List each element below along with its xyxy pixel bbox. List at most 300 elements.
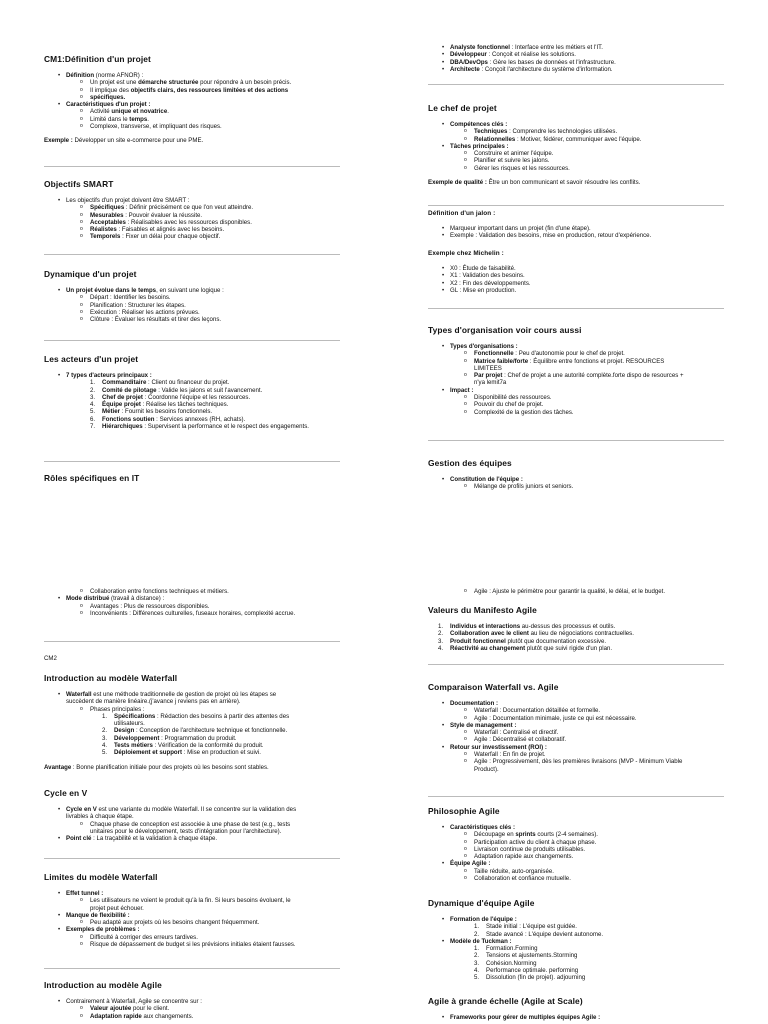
section-title: Le chef de projet <box>428 103 497 113</box>
list-item <box>428 365 724 372</box>
text-span: : Conçoit l'architecture du système d'information. <box>479 65 613 73</box>
text-span: : Réalise les tâches techniques. <box>140 401 229 409</box>
text-span: : Conception de l'architecture technique et fonctionnelle. <box>134 727 288 735</box>
acteur-item <box>44 387 340 394</box>
text-span: : Services annexes (RH, achats). <box>154 415 246 423</box>
acteurs-section <box>44 354 340 430</box>
bold-text: Fonctions soutien <box>102 415 155 423</box>
section-divider <box>44 858 340 859</box>
text-span: Marqueur important dans un projet (fin d'une étape). <box>450 225 591 232</box>
section-title: Rôles spécifiques en IT <box>44 473 140 483</box>
text-span: : Pouvoir évaluer la réussite. <box>123 211 203 219</box>
waterfall-phase <box>44 749 340 756</box>
equipes-section <box>428 458 724 491</box>
numbered-item <box>428 952 724 959</box>
text-span: courts (2-4 semaines). <box>535 831 598 839</box>
bold-text: Collaboration avec le client <box>450 630 529 638</box>
cm2-label: CM2 <box>44 655 57 662</box>
text-span: (travail à distance) : <box>109 595 165 603</box>
section-divider <box>428 308 724 309</box>
text-span: X2 : Fin des développements. <box>450 279 531 287</box>
section-divider <box>44 968 340 969</box>
acteur-item <box>44 416 340 423</box>
bold-text: Documentation : <box>450 700 499 707</box>
text-span: Les utilisateurs ne voient le produit qu'à la fin. Si leurs besoins évoluent, le <box>90 897 291 905</box>
text-span: Être un bon communicant et savoir résoudre les conflits. <box>486 179 641 187</box>
list-item <box>44 302 340 309</box>
bold-text: Analyste fonctionnel <box>450 44 510 51</box>
text-span: : Vérification de la conformité du produit. <box>152 742 264 750</box>
section-title: Agile à grande échelle (Agile at Scale) <box>428 996 583 1006</box>
list-item <box>44 197 340 204</box>
section-title: Comparaison Waterfall vs. Agile <box>428 682 559 692</box>
text-span: Waterfall : Centralisé et directif. <box>474 729 559 737</box>
numbered-item <box>428 931 724 938</box>
bold-text: Relationnelles <box>474 135 516 143</box>
bold-text: Fonctionnelle <box>474 350 514 358</box>
jalon-item <box>428 225 724 232</box>
text-span: utilisateurs. <box>114 720 145 728</box>
bold-text: Point clé <box>66 835 92 843</box>
bold-text: spécifiques. <box>90 93 126 101</box>
list-number: 4. <box>102 742 108 750</box>
cm2-label <box>44 655 340 662</box>
michelin-section <box>428 250 724 294</box>
list-item <box>428 387 724 394</box>
bold-text: Chef de projet <box>102 393 143 401</box>
text-span: Agile : Progressivement, dès les premières livraisons (MVP - Minimum Viable <box>474 758 683 766</box>
section-divider <box>44 166 340 167</box>
text-span: : Mise en production et suivi. <box>182 749 261 757</box>
list-item <box>44 835 340 842</box>
list-number: 2. <box>474 930 480 938</box>
advantage-line <box>44 764 340 771</box>
text-span: Disponibilité des ressources. <box>474 394 552 402</box>
text-span: : Équilibre entre fonctions et projet. RESOURCES <box>528 357 665 365</box>
text-span: Product). <box>474 765 499 773</box>
list-item <box>44 294 340 301</box>
bold-text: Manque de flexibilité : <box>66 911 130 919</box>
list-item <box>428 121 724 128</box>
text-span: Agile : Décentralisé et collaboratif. <box>474 736 567 744</box>
text-span: Planification : Structurer les étapes. <box>90 301 186 309</box>
scale-section <box>428 996 724 1021</box>
text-span: Agile : Ajuste le périmètre pour garantir la qualité, le délai, et le budget. <box>474 588 666 595</box>
bold-text: unique et novatrice <box>111 108 168 116</box>
list-item <box>428 916 724 923</box>
bold-text: Valeur ajoutée <box>90 1005 132 1013</box>
list-item <box>44 116 340 123</box>
role-item <box>428 44 724 51</box>
list-item <box>44 821 340 828</box>
text-span: : Peu d'autonomie pour le chef de projet. <box>513 350 625 358</box>
text-span: : Valide les jalons et suit l'avancement. <box>156 386 263 394</box>
bold-text: Par projet <box>474 372 503 380</box>
text-span: : Faisables et alignés avec les besoins. <box>116 226 225 234</box>
jalon-section <box>428 210 724 240</box>
text-span: plutôt que documentation excessive. <box>505 637 607 645</box>
text-span: . <box>167 108 169 116</box>
dynamique-agile-section <box>428 898 724 982</box>
section-divider <box>428 796 724 797</box>
jalon-item <box>428 232 724 239</box>
bold-text: Équipe projet <box>102 401 141 409</box>
acteur-item <box>44 408 340 415</box>
list-number: 2. <box>102 727 108 735</box>
bold-text: Compétences clés : <box>450 121 508 128</box>
list-item <box>44 897 340 904</box>
bold-text: Effet tunnel : <box>66 890 104 897</box>
bold-text: Exemples de problèmes : <box>66 926 140 934</box>
list-item <box>44 123 340 130</box>
role-item <box>428 51 724 58</box>
text-span: Construire et animer l'équipe. <box>474 150 554 158</box>
list-number: 3. <box>474 959 480 967</box>
list-number: 2. <box>90 386 96 394</box>
bold-text: Adaptation rapide <box>90 1012 142 1020</box>
section-title: Introduction au modèle Agile <box>44 980 162 990</box>
text-span: Collaboration et confiance mutuelle. <box>474 875 571 883</box>
list-item <box>44 941 340 948</box>
bold-text: Réalistes <box>90 226 117 234</box>
cycle-v-section <box>44 788 340 842</box>
section-title: Valeurs du Manifesto Agile <box>428 605 537 615</box>
waterfall-phase <box>44 727 340 734</box>
list-item <box>428 715 724 722</box>
bold-text: Modèle de Tuckman : <box>450 937 512 945</box>
list-item <box>44 219 340 226</box>
section-title: Introduction au modèle Waterfall <box>44 673 178 683</box>
list-item <box>428 350 724 357</box>
text-span: : Conçoit et réalise les solutions. <box>486 51 577 59</box>
text-span: est une méthode traditionnelle de gestion de projet où les étapes se <box>91 691 277 698</box>
section-divider <box>428 84 724 85</box>
list-item <box>428 722 724 729</box>
acteur-item <box>44 379 340 386</box>
list-number: 3. <box>102 734 108 742</box>
section-title: Dynamique d'équipe Agile <box>428 898 535 908</box>
bold-text: temps <box>129 115 148 123</box>
text-span: Exécution : Réaliser les actions prévues. <box>90 308 200 316</box>
bold-text: Spécifications <box>114 712 156 720</box>
list-item <box>44 233 340 240</box>
text-span: au lieu de négociations contractuelles. <box>528 630 634 638</box>
numbered-item <box>428 974 724 981</box>
list-item <box>428 868 724 875</box>
text-span: Stade initial : L'équipe est guidée. <box>486 923 577 931</box>
list-item <box>44 828 340 835</box>
michelin-item <box>428 280 724 287</box>
bold-text: objectifs clairs, des ressources limitées et des actions <box>130 86 289 94</box>
numbered-item <box>428 960 724 967</box>
agile-line <box>428 588 724 595</box>
list-number: 4. <box>438 644 444 652</box>
list-item <box>44 806 340 813</box>
bold-text: démarche structurée <box>138 79 199 87</box>
list-item <box>44 226 340 233</box>
list-number: 5. <box>90 408 96 416</box>
text-span: : Interface entre les métiers et l'IT. <box>509 44 603 51</box>
text-span: pour le client. <box>131 1005 170 1013</box>
waterfall-intro-cont <box>44 698 340 705</box>
section-title: CM1:Définition d'un projet <box>44 54 151 64</box>
list-item <box>44 204 340 211</box>
text-span: au-dessus des processus et outils. <box>520 623 616 630</box>
text-span: Formation.Forming <box>486 945 538 953</box>
section-divider <box>428 205 724 206</box>
text-span: unitaires pour le développement, tests d'intégration pour l'architecture). <box>90 827 282 835</box>
text-span: aux changements. <box>141 1012 194 1020</box>
waterfall-phase <box>44 735 340 742</box>
bold-text: Constitution de l'équipe : <box>450 476 523 483</box>
list-item <box>428 143 724 150</box>
bold-text: Caractéristiques clés : <box>450 824 516 831</box>
list-item <box>428 707 724 714</box>
bold-text: Commanditaire <box>102 379 147 387</box>
list-item <box>44 87 340 94</box>
roles-it-continued <box>44 588 340 617</box>
list-item <box>428 483 724 490</box>
bold-text: 7 types d'acteurs principaux : <box>66 372 152 379</box>
list-item <box>44 813 340 820</box>
text-span: Exemple : Validation des besoins, mise en production, retour d'expérience. <box>450 232 652 240</box>
list-item <box>428 766 724 773</box>
list-number: 2. <box>438 630 444 638</box>
list-item <box>428 150 724 157</box>
bold-text: Acceptables <box>90 218 126 226</box>
list-item <box>428 394 724 401</box>
text-span: Tensions et ajustements.Storming <box>486 952 578 960</box>
section-title: Les acteurs d'un projet <box>44 354 139 364</box>
list-number: 1. <box>102 712 108 720</box>
list-number: 5. <box>102 749 108 757</box>
list-item <box>428 165 724 172</box>
bold-text: Cycle en V <box>66 806 97 813</box>
manifesto-item <box>428 630 724 637</box>
philosophie-section <box>428 806 724 882</box>
list-item <box>428 128 724 135</box>
bold-text: Hiérarchiques <box>102 423 143 431</box>
list-item <box>44 309 340 316</box>
role-item <box>428 59 724 66</box>
text-span: : Gère les bases de données et l'infrastructure. <box>487 58 616 66</box>
list-number: 3. <box>90 393 96 401</box>
text-span: Taille réduite, auto-organisée. <box>474 867 554 875</box>
bold-text: Style de management : <box>450 721 517 729</box>
numbered-item <box>428 967 724 974</box>
section-divider <box>44 340 340 341</box>
list-number: 4. <box>90 401 96 409</box>
text-span: Phases principales : <box>90 705 145 713</box>
text-span: Activité <box>90 108 112 116</box>
list-item <box>428 136 724 143</box>
bold-text: Déploiement et support <box>114 749 183 757</box>
list-item <box>44 926 340 933</box>
text-span: Performance optimale. performing <box>486 967 579 975</box>
manifesto-item <box>428 645 724 652</box>
text-span: GL : Mise en production. <box>450 286 517 294</box>
bold-text: Retour sur investissement (ROI) : <box>450 743 547 751</box>
text-span: Difficulté à corriger des erreurs tardives. <box>90 933 198 941</box>
bold-text: DBA/DevOps <box>450 58 488 66</box>
list-item <box>428 846 724 853</box>
bold-text: Tests métiers <box>114 742 153 750</box>
list-item <box>44 101 340 108</box>
list-item <box>44 212 340 219</box>
text-span: Adaptation rapide aux changements. <box>474 853 574 861</box>
list-item <box>44 890 340 897</box>
text-span: Waterfall : En fin de projet. <box>474 751 546 759</box>
list-item <box>428 372 724 379</box>
list-item <box>428 839 724 846</box>
list-item <box>44 912 340 919</box>
list-item <box>44 1013 340 1020</box>
bold-text: sprints <box>515 831 536 839</box>
organisation-section <box>428 325 724 416</box>
list-item <box>428 729 724 736</box>
text-span: succèdent de manière linéaire.(j'avance j reviens pas en arrière). <box>66 698 241 706</box>
bold-text: Métier <box>102 408 120 416</box>
text-span: : Fixer un délai pour chaque objectif. <box>120 233 221 241</box>
text-span: Avantages : Plus de ressources disponibles. <box>90 602 210 610</box>
section-title: Philosophie Agile <box>428 806 500 816</box>
section-title: Gestion des équipes <box>428 458 512 468</box>
bold-text: Matrice faible/forte <box>474 357 529 365</box>
list-item <box>428 758 724 765</box>
list-item <box>44 905 340 912</box>
list-item <box>44 72 340 79</box>
bold-text: Caractéristiques d'un projet : <box>66 101 151 109</box>
list-item <box>44 919 340 926</box>
michelin-item <box>428 272 724 279</box>
waterfall-section <box>44 673 340 771</box>
list-item <box>428 875 724 882</box>
list-number: 5. <box>474 974 480 982</box>
section-title: Dynamique d'un projet <box>44 269 137 279</box>
text-span: (norme AFNOR) : <box>94 72 144 79</box>
list-item <box>428 358 724 365</box>
list-item <box>428 157 724 164</box>
bold-text: Waterfall <box>66 691 92 698</box>
list-number: 2. <box>474 952 480 960</box>
text-span: : Fournit les besoins fonctionnels. <box>119 408 213 416</box>
section-title: Types d'organisation voir cours aussi <box>428 325 582 335</box>
bold-text: Formation de l'équipe : <box>450 916 517 923</box>
list-item <box>44 79 340 86</box>
list-item <box>428 831 724 838</box>
agile-intro-section <box>44 980 340 1020</box>
list-item <box>44 998 340 1005</box>
text-span: est une variante du modèle Waterfall. Il se concentre sur la validation des <box>96 806 297 813</box>
bold-text: Équipe Agile : <box>450 860 491 868</box>
chef-section <box>428 103 724 186</box>
text-span: Complexe, transverse, et impliquant des risques. <box>90 123 222 131</box>
cm1-section <box>44 54 340 145</box>
text-span: X0 : Étude de faisabilité. <box>450 265 516 272</box>
text-span: Dissolution (fin de projet). adjourning <box>486 974 586 982</box>
role-item <box>428 66 724 73</box>
text-span: Un projet est une <box>90 79 139 87</box>
list-number: 7. <box>90 423 96 431</box>
list-item <box>428 860 724 867</box>
list-number: 1. <box>474 945 480 953</box>
list-item <box>428 476 724 483</box>
michelin-item <box>428 287 724 294</box>
bold-text: Mesurables <box>90 211 124 219</box>
text-span: Mélange de profils juniors et seniors. <box>474 483 574 491</box>
waterfall-phase <box>44 720 340 727</box>
list-number: 1. <box>438 623 444 630</box>
acteur-item <box>44 423 340 430</box>
list-item <box>44 934 340 941</box>
numbered-item <box>428 923 724 930</box>
list-item <box>428 824 724 831</box>
text-span: . <box>147 115 149 123</box>
bold-text: Mode distribué <box>66 595 110 603</box>
list-number: 6. <box>90 415 96 423</box>
list-item <box>428 938 724 945</box>
text-span: X1 : Validation des besoins. <box>450 272 525 280</box>
list-item <box>428 379 724 386</box>
list-number: 3. <box>438 637 444 645</box>
bold-text: Réactivité au changement <box>450 644 526 652</box>
text-span: Les objectifs d'un projet doivent être SMART : <box>66 197 190 204</box>
list-item <box>44 603 340 610</box>
text-span: Risque de dépassement de budget si les prévisions initiales étaient fausses. <box>90 941 296 949</box>
text-span: : Coordonne l'équipe et les ressources. <box>142 393 251 401</box>
text-span: : Motiver, fédérer, communiquer avec l'équipe. <box>515 135 642 143</box>
list-item <box>44 588 340 595</box>
list-item <box>428 736 724 743</box>
text-span: : Définir précisément ce que l'on veut atteindre. <box>124 204 254 212</box>
text-span: : Rédaction des besoins à partir des attentes des <box>155 712 290 720</box>
bold-text: Développeur <box>450 51 487 59</box>
smart-section <box>44 179 340 241</box>
waterfall-phase <box>44 713 340 720</box>
list-number: 4. <box>474 967 480 975</box>
michelin-item <box>428 265 724 272</box>
section-title: Cycle en V <box>44 788 88 798</box>
bold-text: Développement <box>114 734 160 742</box>
text-span: : Chef de projet a une autorité complète.forte dispo de resources + <box>502 372 684 380</box>
bold-text: Architecte <box>450 65 480 73</box>
list-item <box>44 316 340 323</box>
scale-item <box>428 1014 724 1021</box>
section-title: Exemple chez Michelin : <box>428 250 504 257</box>
text-span: plutôt que suivi rigide d'un plan. <box>525 644 613 652</box>
section-title: Objectifs SMART <box>44 179 114 189</box>
bold-text: Exemple de qualité : <box>428 179 487 187</box>
text-span: Développer un site e-commerce pour une PME. <box>72 137 204 145</box>
bold-text: Définition <box>66 72 95 79</box>
bold-text: Produit fonctionnel <box>450 637 506 645</box>
text-span: Collaboration entre fonctions techniques et métiers. <box>90 588 229 595</box>
bold-text: Avantage <box>44 763 72 771</box>
text-span: Inconvénients : Différences culturelles, fuseaux horaires, complexité accrue. <box>90 609 296 617</box>
section-divider <box>44 461 340 462</box>
section-divider <box>428 440 724 441</box>
text-span: Cohésion.Norming <box>486 959 537 967</box>
text-span: : Comprendre les technologies utilisées. <box>507 128 618 136</box>
list-item <box>428 401 724 408</box>
text-span: LIMITEES <box>474 364 502 372</box>
text-span: Gérer les risques et les ressources. <box>474 164 570 172</box>
example-line <box>44 137 340 144</box>
bold-text: Types d'organisations : <box>450 343 518 350</box>
example-line <box>428 179 724 186</box>
section-title: Définition d'un jalon : <box>428 210 496 217</box>
list-item <box>44 287 340 294</box>
